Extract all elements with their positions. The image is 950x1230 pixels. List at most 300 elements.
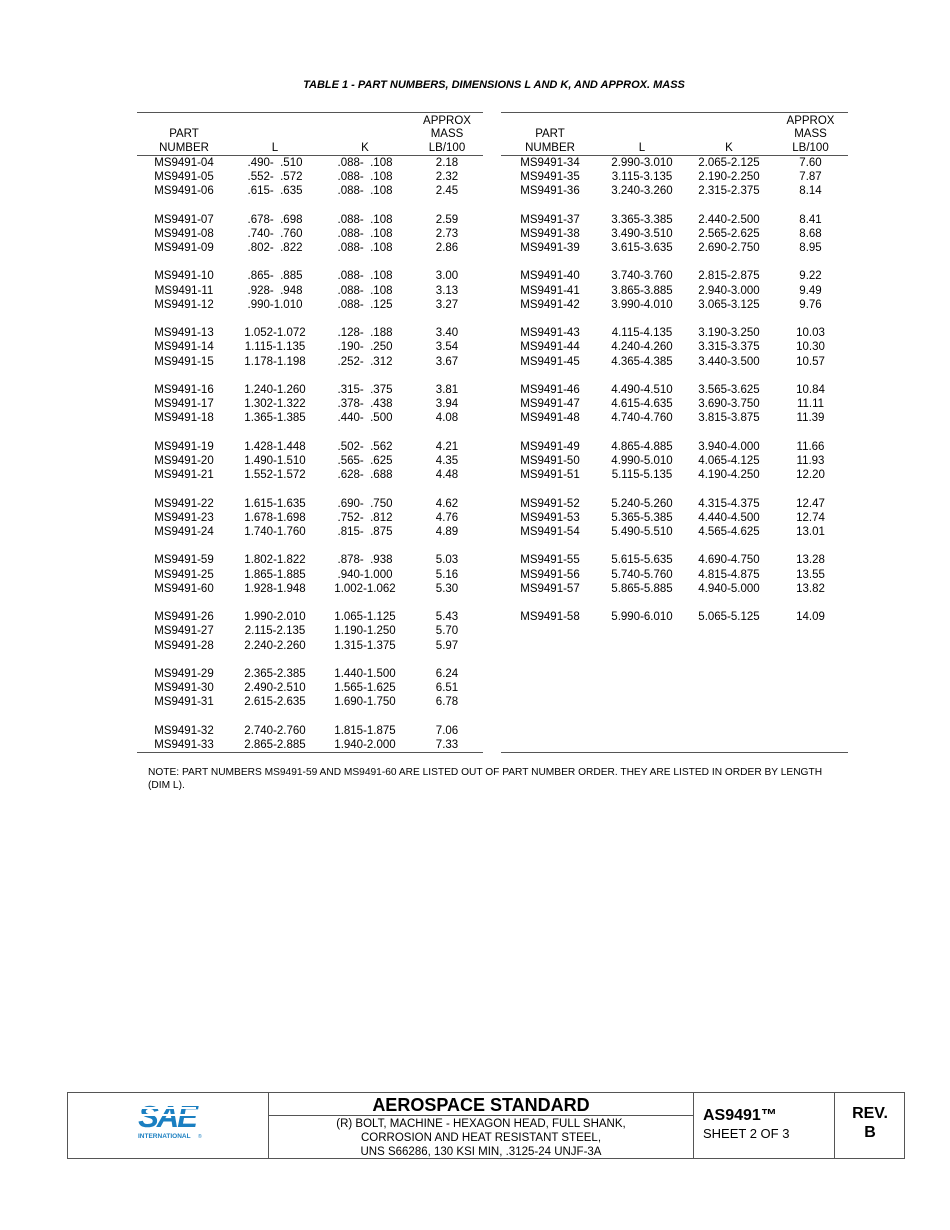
dimension-k-cell: 1.940-2.000 [319, 738, 411, 753]
dimension-k-cell: 1.002-1.062 [334, 582, 396, 595]
table-row [137, 170, 483, 184]
dimension-l-cell: 4.365-4.385 [611, 355, 673, 368]
part-number-cell: MS9491-57 [520, 582, 580, 595]
part-number-cell: MS9491-04 [154, 156, 214, 169]
table-row [501, 497, 848, 511]
dimension-k-cell: 2.690-2.750 [698, 242, 760, 255]
part-number-cell: MS9491-31 [154, 696, 214, 709]
table-row [137, 440, 483, 454]
group-spacer [137, 596, 483, 610]
approx-mass-cell: 2.73 [435, 227, 459, 240]
dimension-l-cell: 2.990-3.010 [611, 156, 673, 169]
approx-mass-cell: 7.87 [799, 171, 822, 184]
standard-description [269, 1116, 693, 1159]
approx-mass-cell: 12.47 [796, 497, 825, 510]
approx-mass-cell: 11.11 [796, 398, 825, 411]
dimension-k-cell: 4.065-4.125 [698, 455, 760, 468]
dimension-k-cell: .752- .812 [337, 511, 393, 524]
table-row [137, 568, 483, 582]
part-number-cell: MS9491-49 [520, 440, 580, 453]
header-l: L [231, 113, 319, 156]
table-row [137, 355, 483, 369]
dimension-l-cell: 1.052-1.072 [244, 327, 306, 340]
dimension-k-cell: .628- .688 [337, 469, 393, 482]
table-header-row [137, 113, 483, 156]
table-row [501, 155, 848, 170]
table-title: TABLE 1 - PART NUMBERS, DIMENSIONS L AND K, AND APPROX. MASS [303, 79, 685, 91]
dimension-l-cell: .615- .635 [247, 185, 303, 198]
part-number-cell: MS9491-08 [154, 227, 214, 240]
table-row [137, 213, 483, 227]
revision-label: REV. [852, 1105, 888, 1122]
part-number-cell: MS9491-44 [520, 341, 580, 354]
group-spacer [137, 312, 483, 326]
part-number-cell: MS9491-29 [154, 668, 214, 681]
dimension-l-cell: 1.740-1.760 [244, 526, 306, 539]
group-spacer [501, 426, 848, 440]
dimension-k-cell: 2.190-2.250 [698, 171, 760, 184]
dimension-k-cell: 4.315-4.375 [698, 497, 760, 510]
dimension-k-cell: .502- .562 [337, 440, 393, 453]
table-row [137, 269, 483, 283]
approx-mass-cell: 4.89 [435, 526, 459, 539]
approx-mass-cell: 14.09 [796, 611, 825, 624]
dimension-k-cell: .940-1.000 [337, 568, 393, 581]
empty-row [501, 738, 848, 753]
parts-table-right [501, 112, 848, 753]
dimension-k-cell: .252- .312 [337, 355, 393, 368]
approx-mass-cell: 7.33 [411, 738, 483, 753]
dimension-k-cell: 3.815-3.875 [698, 412, 760, 425]
dimension-k-cell: .088- .108 [337, 227, 393, 240]
dimension-l-cell: 2.240-2.260 [244, 639, 306, 652]
dimension-k-cell: .128- .188 [337, 327, 393, 340]
table-row [137, 681, 483, 695]
approx-mass-cell: 8.95 [799, 242, 822, 255]
part-number-cell: MS9491-11 [154, 284, 214, 297]
dimension-k-cell: .088- .108 [337, 213, 393, 226]
table-row [501, 383, 848, 397]
part-number-cell: MS9491-22 [154, 497, 214, 510]
group-spacer [501, 539, 848, 553]
dimension-k-cell: .088- .108 [337, 185, 393, 198]
approx-mass-cell: 7.60 [799, 156, 822, 169]
empty-row [501, 681, 848, 695]
approx-mass-cell: 5.43 [435, 611, 459, 624]
approx-mass-cell: 9.76 [799, 298, 822, 311]
dimension-l-cell: 4.740-4.760 [611, 412, 673, 425]
approx-mass-cell: 2.32 [435, 171, 459, 184]
logo-text: SAE [138, 1099, 196, 1134]
dimension-k-cell: .378- .438 [337, 398, 393, 411]
approx-mass-cell: 10.30 [796, 341, 825, 354]
dimension-l-cell: 1.615-1.635 [244, 497, 306, 510]
dimension-l-cell: 4.115-4.135 [611, 327, 673, 340]
dimension-l-cell: 1.928-1.948 [244, 582, 306, 595]
table-row [501, 284, 848, 298]
header-part-number: PART NUMBER [137, 113, 231, 156]
dimension-k-cell: 2.815-2.875 [698, 270, 760, 283]
dimension-l-cell: 5.990-6.010 [611, 611, 673, 624]
table-row [137, 553, 483, 567]
group-spacer [137, 653, 483, 667]
table-row [501, 184, 848, 198]
dimension-l-cell: 3.615-3.635 [611, 242, 673, 255]
table-row [501, 610, 848, 624]
header-l: L [599, 113, 685, 156]
table-row [501, 227, 848, 241]
table-row [137, 454, 483, 468]
approx-mass-cell: 12.74 [796, 511, 825, 524]
dimension-l-cell: .928- .948 [247, 284, 303, 297]
header-k: K [685, 113, 773, 156]
dimension-l-cell: .865- .885 [247, 270, 303, 283]
approx-mass-cell: 2.86 [435, 242, 459, 255]
approx-mass-cell: 5.30 [435, 582, 459, 595]
group-spacer [501, 369, 848, 383]
dimension-l-cell: .552- .572 [247, 171, 303, 184]
part-number-cell: MS9491-06 [154, 185, 214, 198]
part-number-cell: MS9491-14 [154, 341, 214, 354]
dimension-l-cell: 4.240-4.260 [611, 341, 673, 354]
dimension-k-cell: .088- .108 [337, 270, 393, 283]
group-spacer [137, 255, 483, 269]
table-row [137, 695, 483, 709]
dimension-l-cell: 2.115-2.135 [244, 625, 306, 638]
table-row [501, 340, 848, 354]
table-row [501, 241, 848, 255]
table-row [137, 639, 483, 653]
dimension-k-cell: 3.565-3.625 [698, 384, 760, 397]
dimension-l-cell: 4.615-4.635 [611, 398, 673, 411]
dimension-k-cell: 3.315-3.375 [698, 341, 760, 354]
approx-mass-cell: 3.54 [435, 341, 459, 354]
part-number-cell: MS9491-33 [137, 738, 231, 753]
approx-mass-cell: 4.35 [435, 455, 459, 468]
group-spacer [501, 312, 848, 326]
dimension-l-cell: 4.990-5.010 [611, 455, 673, 468]
approx-mass-cell: 5.97 [435, 639, 459, 652]
dimension-l-cell: .740- .760 [247, 227, 303, 240]
part-number-cell: MS9491-42 [520, 298, 580, 311]
dimension-l-cell: 5.240-5.260 [611, 497, 673, 510]
approx-mass-cell: 10.84 [796, 384, 825, 397]
dimension-k-cell: .088- .108 [337, 284, 393, 297]
group-spacer [501, 255, 848, 269]
approx-mass-cell: 3.00 [435, 270, 459, 283]
table-row [501, 269, 848, 283]
dimension-l-cell: 1.115-1.135 [244, 341, 306, 354]
standard-title-cell [269, 1093, 694, 1158]
dimension-l-cell: 3.865-3.885 [611, 284, 673, 297]
document-number-cell [694, 1093, 835, 1158]
part-number-cell: MS9491-47 [520, 398, 580, 411]
sae-logo-cell [68, 1093, 269, 1158]
table-row [137, 468, 483, 482]
approx-mass-cell: 3.13 [435, 284, 459, 297]
dimension-k-cell: 4.565-4.625 [698, 526, 760, 539]
dimension-l-cell: 4.490-4.510 [611, 384, 673, 397]
approx-mass-cell: 2.18 [435, 156, 459, 169]
approx-mass-cell: 13.82 [796, 582, 825, 595]
dimension-l-cell: 5.615-5.635 [611, 554, 673, 567]
part-number-cell: MS9491-41 [520, 284, 580, 297]
part-number-cell: MS9491-23 [154, 511, 214, 524]
table-header-row [501, 113, 848, 156]
header-approx-mass: APPROX MASS LB/100 [411, 113, 483, 156]
dimension-k-cell: 1.690-1.750 [334, 696, 396, 709]
table-row [137, 397, 483, 411]
dimension-l-cell: 5.740-5.760 [611, 568, 673, 581]
dimension-l-cell: 2.615-2.635 [244, 696, 306, 709]
standard-type: AEROSPACE STANDARD [269, 1093, 693, 1116]
part-number-cell: MS9491-54 [520, 526, 580, 539]
sheet-number: SHEET 2 OF 3 [703, 1126, 790, 1141]
part-number-cell: MS9491-25 [154, 568, 214, 581]
part-number-cell: MS9491-26 [154, 611, 214, 624]
part-number-cell: MS9491-18 [154, 412, 214, 425]
table-row [137, 610, 483, 624]
dimension-k-cell: .315- .375 [337, 384, 393, 397]
dimension-k-cell: 2.315-2.375 [698, 185, 760, 198]
group-spacer [137, 426, 483, 440]
part-number-cell: MS9491-10 [154, 270, 214, 283]
approx-mass-cell: 3.40 [435, 327, 459, 340]
group-spacer [137, 482, 483, 496]
dimension-k-cell: 1.190-1.250 [334, 625, 396, 638]
group-spacer [501, 199, 848, 213]
dimension-l-cell: 1.178-1.198 [244, 355, 306, 368]
approx-mass-cell: 13.28 [796, 554, 825, 567]
part-number-cell: MS9491-34 [520, 156, 580, 169]
dimension-k-cell: .878- .938 [337, 554, 393, 567]
header-k: K [319, 113, 411, 156]
dimension-k-cell: 3.690-3.750 [698, 398, 760, 411]
dimension-l-cell: .490- .510 [247, 156, 303, 169]
part-number-cell: MS9491-59 [154, 554, 214, 567]
dimension-l-cell: 3.490-3.510 [611, 227, 673, 240]
table-row [137, 667, 483, 681]
dimension-k-cell: 2.440-2.500 [698, 213, 760, 226]
dimension-l-cell: 1.490-1.510 [244, 455, 306, 468]
dimension-l-cell: 3.115-3.135 [611, 171, 673, 184]
approx-mass-cell: 11.39 [796, 412, 825, 425]
dimension-k-cell: 2.065-2.125 [698, 156, 760, 169]
part-number-cell: MS9491-17 [154, 398, 214, 411]
group-spacer [137, 710, 483, 724]
dimension-k-cell: .088- .108 [337, 156, 393, 169]
logo-subtext: INTERNATIONAL [138, 1133, 191, 1140]
group-spacer [501, 596, 848, 610]
approx-mass-cell: 11.66 [796, 440, 825, 453]
table-row [501, 440, 848, 454]
approx-mass-cell: 6.78 [435, 696, 459, 709]
dimension-k-cell: .088- .108 [337, 171, 393, 184]
table-row [137, 383, 483, 397]
dimension-k-cell: 1.815-1.875 [334, 724, 396, 737]
revision-value: B [864, 1124, 876, 1141]
part-number-cell: MS9491-20 [154, 455, 214, 468]
approx-mass-cell: 9.22 [799, 270, 822, 283]
approx-mass-cell: 3.94 [435, 398, 459, 411]
parts-table-body [501, 155, 848, 752]
approx-mass-cell: 5.70 [435, 625, 459, 638]
approx-mass-cell: 5.03 [435, 554, 459, 567]
table-row [501, 525, 848, 539]
table-row [137, 724, 483, 738]
document-number: AS9491™ [703, 1107, 777, 1124]
part-number-cell: MS9491-28 [154, 639, 214, 652]
sae-logo-icon [68, 1093, 269, 1159]
part-number-cell: MS9491-55 [520, 554, 580, 567]
part-number-cell: MS9491-15 [154, 355, 214, 368]
part-number-cell: MS9491-21 [154, 469, 214, 482]
empty-row [501, 710, 848, 724]
approx-mass-cell: 13.55 [796, 568, 825, 581]
table-note: NOTE: PART NUMBERS MS9491-59 AND MS9491-60 ARE LISTED OUT OF PART NUMBER ORDER. THEY ARE LISTED IN ORDER BY LENGTH (DIM L). [148, 767, 823, 791]
dimension-k-cell: 3.440-3.500 [698, 355, 760, 368]
dimension-l-cell: 3.240-3.260 [611, 185, 673, 198]
approx-mass-cell: 6.51 [435, 682, 459, 695]
description-line: UNS S66286, 130 KSI MIN, .3125-24 UNJF-3A [360, 1146, 602, 1158]
table-row [137, 511, 483, 525]
description-line: (R) BOLT, MACHINE - HEXAGON HEAD, FULL SHANK, [336, 1118, 626, 1130]
part-number-cell: MS9491-39 [520, 242, 580, 255]
table-row [501, 568, 848, 582]
table-row [137, 340, 483, 354]
part-number-cell: MS9491-38 [520, 227, 580, 240]
dimension-l-cell: 2.490-2.510 [244, 682, 306, 695]
table-row [501, 397, 848, 411]
dimension-l-cell: 5.865-5.885 [611, 582, 673, 595]
empty-row [501, 695, 848, 709]
parts-table-body [137, 155, 483, 752]
part-number-cell: MS9491-24 [154, 526, 214, 539]
approx-mass-cell: 6.24 [435, 668, 459, 681]
approx-mass-cell: 3.67 [435, 355, 459, 368]
approx-mass-cell: 4.21 [435, 440, 459, 453]
part-number-cell: MS9491-30 [154, 682, 214, 695]
dimension-k-cell: 1.440-1.500 [334, 668, 396, 681]
title-block [67, 1092, 905, 1159]
approx-mass-cell: 5.16 [435, 568, 459, 581]
header-approx-mass: APPROX MASS LB/100 [773, 113, 848, 156]
table-row [137, 184, 483, 198]
dimension-l-cell: 1.365-1.385 [244, 412, 306, 425]
table-row [501, 553, 848, 567]
table-row [137, 326, 483, 340]
dimension-k-cell: 3.065-3.125 [698, 298, 760, 311]
dimension-l-cell: 4.865-4.885 [611, 440, 673, 453]
approx-mass-cell: 2.45 [435, 185, 459, 198]
table-row [137, 241, 483, 255]
dimension-l-cell: 1.302-1.322 [244, 398, 306, 411]
revision-cell [835, 1093, 905, 1158]
dimension-l-cell: 1.865-1.885 [244, 568, 306, 581]
approx-mass-cell: 11.93 [796, 455, 825, 468]
group-spacer [137, 539, 483, 553]
dimension-k-cell: 4.690-4.750 [698, 554, 760, 567]
approx-mass-cell: 8.41 [799, 213, 822, 226]
approx-mass-cell: 8.68 [799, 227, 822, 240]
dimension-l-cell: 1.990-2.010 [244, 611, 306, 624]
part-number-cell: MS9491-07 [154, 213, 214, 226]
table-row [501, 355, 848, 369]
dimension-k-cell: 3.940-4.000 [698, 440, 760, 453]
part-number-cell: MS9491-35 [520, 171, 580, 184]
dimension-l-cell: 5.115-5.135 [611, 469, 673, 482]
dimension-l-cell: 3.365-3.385 [611, 213, 673, 226]
table-row [501, 170, 848, 184]
dimension-l-cell: 3.990-4.010 [611, 298, 673, 311]
table-row [137, 738, 483, 753]
part-number-cell: MS9491-56 [520, 568, 580, 581]
part-number-cell: MS9491-58 [520, 611, 580, 624]
table-row [501, 468, 848, 482]
empty-row [501, 667, 848, 681]
dimension-k-cell: .088- .125 [337, 298, 393, 311]
part-number-cell: MS9491-27 [154, 625, 214, 638]
dimension-k-cell: .440- .500 [337, 412, 393, 425]
part-number-cell: MS9491-51 [520, 469, 580, 482]
part-number-cell: MS9491-50 [520, 455, 580, 468]
table-row [501, 298, 848, 312]
table-row [137, 624, 483, 638]
approx-mass-cell: 10.57 [796, 355, 825, 368]
dimension-k-cell: 2.940-3.000 [698, 284, 760, 297]
dimension-k-cell: .815- .875 [337, 526, 393, 539]
dimension-l-cell: 3.740-3.760 [611, 270, 673, 283]
dimension-l-cell: 2.740-2.760 [244, 724, 306, 737]
empty-row [501, 653, 848, 667]
dimension-k-cell: 4.190-4.250 [698, 469, 760, 482]
empty-row [501, 624, 848, 638]
table-row [137, 298, 483, 312]
dimension-k-cell: 2.565-2.625 [698, 227, 760, 240]
group-spacer [137, 199, 483, 213]
table-row [501, 411, 848, 425]
dimension-k-cell: .190- .250 [337, 341, 393, 354]
part-number-cell: MS9491-60 [154, 582, 214, 595]
table-row [501, 454, 848, 468]
dimension-k-cell: 1.565-1.625 [334, 682, 396, 695]
logo-registered-mark: ® [198, 1134, 202, 1140]
approx-mass-cell: 12.20 [796, 469, 825, 482]
empty-row [501, 724, 848, 738]
dimension-k-cell: 4.815-4.875 [698, 568, 760, 581]
part-number-cell: MS9491-46 [520, 384, 580, 397]
table-row [137, 582, 483, 596]
dimension-k-cell: .690- .750 [337, 497, 393, 510]
table-row [137, 155, 483, 170]
dimension-l-cell: 2.365-2.385 [244, 668, 306, 681]
part-number-cell: MS9491-37 [520, 213, 580, 226]
approx-mass-cell: 9.49 [799, 284, 822, 297]
dimension-k-cell: 1.315-1.375 [334, 639, 396, 652]
part-number-cell: MS9491-32 [154, 724, 214, 737]
table-row [137, 227, 483, 241]
dimension-l-cell: 1.240-1.260 [244, 384, 306, 397]
dimension-l-cell: 1.552-1.572 [244, 469, 306, 482]
approx-mass-cell: 3.27 [435, 298, 459, 311]
dimension-l-cell: .802- .822 [247, 242, 303, 255]
table-row [137, 284, 483, 298]
part-number-cell: MS9491-13 [154, 327, 214, 340]
dimension-l-cell: 5.490-5.510 [611, 526, 673, 539]
approx-mass-cell: 10.03 [796, 327, 825, 340]
empty-row [501, 639, 848, 653]
part-number-cell: MS9491-53 [520, 511, 580, 524]
